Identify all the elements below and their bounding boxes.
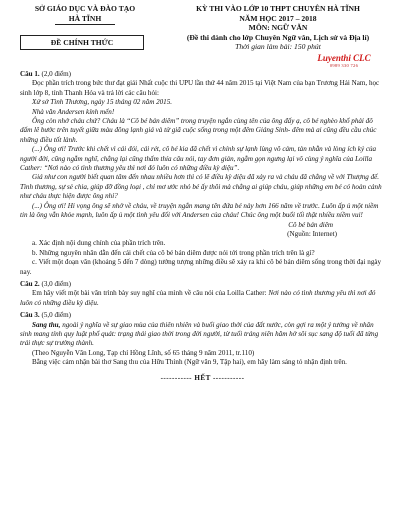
subject: MÔN: NGỮ VĂN	[248, 23, 308, 33]
q1-part-a: a. Xác định nội dung chính của phần trích trên.	[32, 239, 166, 248]
q2-prompt: Em hãy viết một bài văn trình bày suy nghĩ của mình về câu nói của Loilla Cather: Nơi nào có tình thương yêu thì nơi đó luôn có những điều kỳ diệu.	[20, 289, 376, 307]
letter-paragraph: Ông còn nhớ cháu chứ? Cháu là “Cô bé bán diêm” trong truyện ngắn cùng tên của ông đấy ạ, cô bé nghèo khổ phải đô dấm lê bước trên tuyết giữa màu đông lạnh giá và từ giã cuộc sống trong một đêm Giáng Sinh- đêm mà ai cũng đều cầu chúc những điều tốt lành.	[20, 117, 377, 144]
q3-citation: (Theo Nguyễn Văn Long, Tạp chí Hồng Lĩnh, số 65 tháng 9 năm 2011, tr.110)	[32, 348, 255, 357]
exam-title: KỲ THI VÀO LỚP 10 THPT CHUYÊN HÀ TĨNH	[196, 4, 360, 13]
letter-paragraph: (...) Ông ơi! Hi vọng ông sẽ nhớ về cháu, về truyện ngắn mang tên đứa bé này hơn 166 năm về trước. Luôn ấp ủ một niềm tin là ông vẫn khỏe mạnh, luôn ấp ủ một tình yêu đối với Andersen của cháu! Chúc ông một buổi tối thật nhiều niềm vui!	[20, 201, 379, 220]
question-3-heading: Câu 3. (5,0 điểm)	[20, 311, 72, 320]
watermark-phone: 0989 330 726	[329, 63, 359, 68]
school-year: NĂM HỌC 2017 – 2018	[239, 13, 317, 23]
letter-paragraph: (...) Ông ơi! Trước khi chết vì cái đói, cái rét, cô bé kia đã chết vì chính sự lạnh lùng vô cảm, tàn nhẫn và lòng ích kỷ của người đời, cũng ngẫm nghĩ, chẳng lại cũng thấm thía câu nói, tay đơn giản, ngẫm gọn ngưng lại vô cùng ý nghĩa của Loilla Cather: “Nơi nào có tình thương yêu thì nơi đó luôn có những điều kỳ diệu”.	[20, 145, 377, 173]
time-limit: Thời gian làm bài: 150 phút	[235, 42, 321, 52]
letter-source: (Nguồn: Internet)	[287, 229, 337, 238]
end-mark: ----------- HẾT -----------	[160, 373, 245, 382]
poem-title: Sang thu,	[32, 320, 61, 329]
q2-quote: Nơi nào có tình thương yêu thì nơi đó luôn có những điều kỳ diệu.	[20, 289, 376, 307]
watermark-logo	[294, 53, 394, 68]
department-name: SỞ GIÁO DỤC VÀ ĐÀO TẠO	[34, 4, 136, 13]
q1-intro: Đọc phần trích trong bức thư đạt giải Nhất cuộc thi UPU lần thứ 44 năm 2015 tại Việt Nam của bạn Trương Hải Nam, học sinh lớp 8, tỉnh Thanh Hóa và trả lời các câu hỏi:	[20, 79, 380, 97]
letter-paragraph: Giá như con người biết quan tâm đến nhau nhiều hơn thì có lẽ điều kỳ diệu đã xảy ra và cháu đã chẳng về với Thượng đế. Tình thương, sự sẻ chia, giúp đỡ đồng loại , chỉ mơ ước nhỏ bé ấy thôi mà chẳng ai giúp cháu, giúp những em bé có hoàn cảnh như cháu thực hiện được ông nhỉ?	[20, 173, 382, 201]
question-1-heading: Câu 1. (2,0 điểm)	[20, 70, 72, 78]
exam-header	[162, 4, 394, 52]
header-underline	[55, 24, 115, 25]
letter-date: Xứ sở Tình Thương, ngày 15 tháng 02 năm 2015.	[32, 98, 173, 107]
watermark-name: Luyenthi CLC	[317, 53, 371, 63]
question-2-heading: Câu 2. (3,0 điểm)	[20, 279, 72, 288]
letter-signature: Cô bé bán diêm	[288, 220, 333, 229]
official-exam-label: ĐỀ CHÍNH THỨC	[20, 35, 144, 50]
department-province: HÀ TĨNH	[68, 13, 102, 23]
department-header	[10, 4, 160, 25]
q3-quote: Sang thu, ngoài ý nghĩa về sự giao mùa của thiên nhiên và buổi giao thời của đất nước, còn gợi ra một ý tưởng về nhân sinh mang tính quy luật phổ quát: trạng thái giao thời trong đời người, từ tuổi tráng niên hăm hở sôi sục sang độ tuổi đã từng trải thực sự trưởng thành.	[20, 320, 379, 348]
q1-part-c: c. Viết một đoạn văn (khoảng 5 đến 7 dòng) tưởng tượng những điều sẽ xảy ra khi cô bé bán diêm sống trong thời đại ngày nay.	[20, 258, 382, 276]
q1-part-b: b. Những nguyên nhân dẫn đến cái chết của cô bé bán diêm được nói tới trong phần trích trên là gì?	[32, 248, 315, 257]
q3-task: Bằng việc cảm nhận bài thơ Sang thu của Hữu Thỉnh (Ngữ văn 9, Tập hai), em hãy làm sáng tỏ nhận định trên.	[32, 358, 347, 367]
letter-greeting: Nhà văn Andersen kính mến!	[32, 107, 115, 116]
audience: (Đề thi dành cho lớp Chuyên Ngữ văn, Lịch sử và Địa lí)	[186, 32, 370, 42]
exam-content	[20, 70, 385, 383]
